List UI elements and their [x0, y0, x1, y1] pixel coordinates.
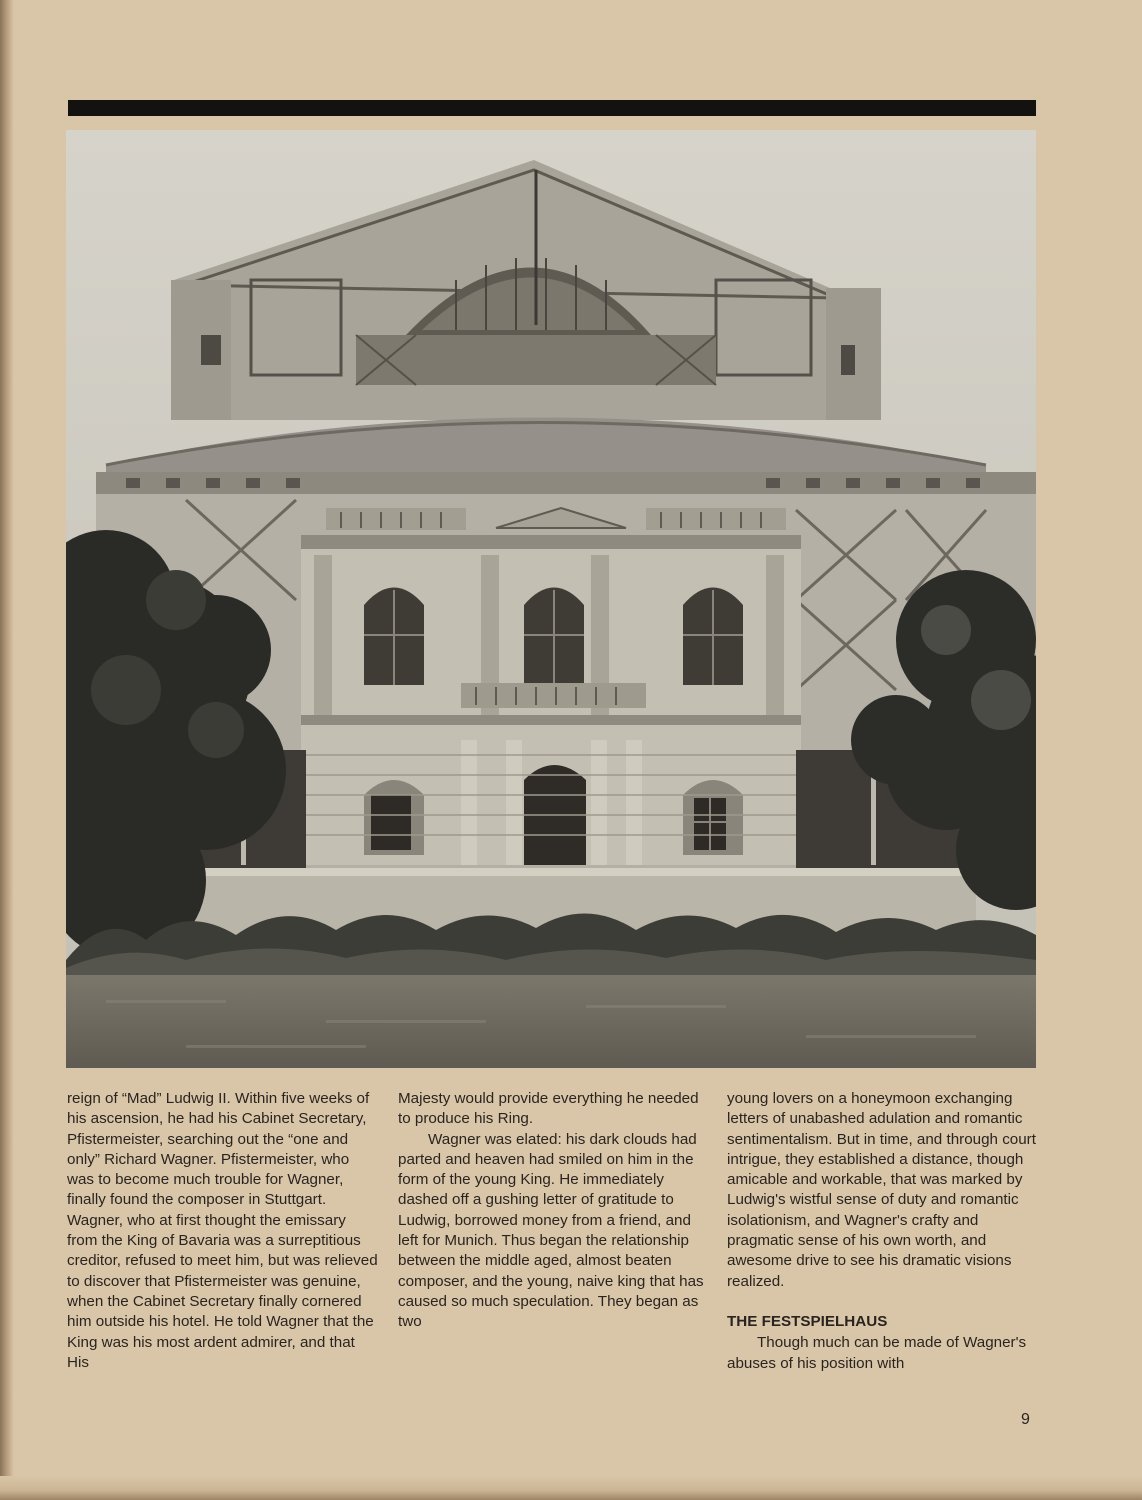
column-2-paragraph-2: Wagner was elated: his dark clouds had parted and heaven had smiled on him in the form of the young King. He immediately dashed off a gushing letter of gratitude to Ludwig, borrowed money from a friend, and left for Munich. Thus began the relationship between the middle aged, almost beaten composer, and the young, naive king that has caused so much speculation. They began as two [398, 1130, 704, 1331]
column-3-paragraph-2: Though much can be made of Wagner's abuses of his position with [727, 1334, 1027, 1372]
text-column-1 [67, 1089, 379, 1373]
page-bottom-shadow [0, 1476, 1142, 1500]
text-column-3 [727, 1089, 1039, 1374]
column-2-paragraph-1: Majesty would provide everything he needed to produce his Ring. [398, 1090, 699, 1128]
text-column-2 [398, 1089, 710, 1333]
header-rule [68, 100, 1036, 116]
page-binding-edge [0, 0, 14, 1500]
column-3-paragraph-1: young lovers on a honeymoon exchanging letters of unabashed adulation and romantic sentimentalism. But in time, and through court intrigue, they established a distance, though amicable and workable, that was marked by Ludwig's wistful sense of duty and romantic isolationism, and Wagner's crafty and pragmatic sense of his own worth, and awesome drive to see his dramatic visions realized. [727, 1090, 1036, 1290]
page-number: 9 [1021, 1411, 1030, 1428]
building-photo [66, 130, 1036, 1068]
column-1-paragraph-1: reign of “Mad” Ludwig II. Within five weeks of his ascension, he had his Cabinet Secretary, Pfistermeister, searching out the “one and only” Richard Wagner. Pfistermeister, who was to become much trouble for Wagner, finally found the composer in Stuttgart. Wagner, who at first thought the emissary from the King of Bavaria was a surreptitious creditor, refused to meet him, but was relieved to discover that Pfistermeister was genuine, when the Cabinet Secretary finally cornered him outside his hotel. He told Wagner that the King was his most ardent admirer, and that His [67, 1090, 378, 1371]
section-heading: THE FESTSPIELHAUS [727, 1312, 888, 1330]
